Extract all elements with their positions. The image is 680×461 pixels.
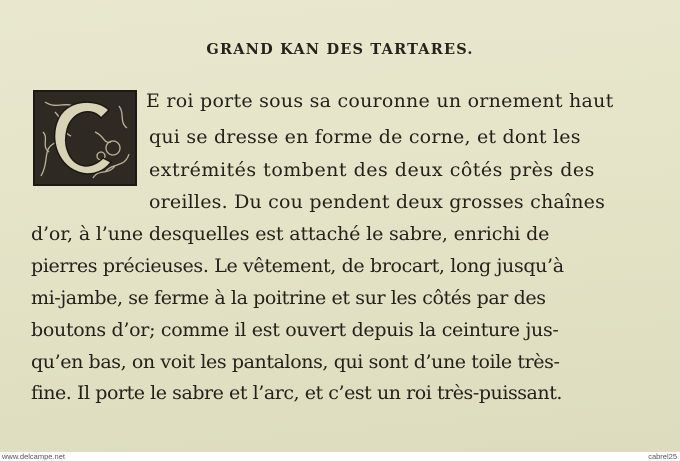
watermark-bar bbox=[0, 452, 680, 461]
text-line-10: fine. Il porte le sabre et l’arc, et c’est un roi très-puissant. bbox=[31, 382, 562, 404]
drop-cap-ornament bbox=[35, 92, 135, 184]
ornamental-drop-cap bbox=[33, 90, 137, 186]
text-line-1: E roi porte sous sa couronne un ornement haut bbox=[146, 90, 614, 112]
text-line-4: oreilles. Du cou pendent deux grosses chaînes bbox=[149, 191, 606, 213]
text-line-8: boutons d’or; comme il est ouvert depuis la ceinture jus- bbox=[31, 319, 559, 341]
text-line-5: d’or, à l’une desquelles est attaché le sabre, enrichi de bbox=[31, 223, 550, 245]
seller-watermark: cabrel25 bbox=[648, 452, 677, 461]
text-line-6: pierres précieuses. Le vêtement, de brocart, long jusqu’à bbox=[31, 255, 564, 277]
page-title: GRAND KAN DES TARTARES. bbox=[206, 41, 474, 58]
text-line-2: qui se dresse en forme de corne, et dont les bbox=[149, 126, 581, 148]
text-line-9: qu’en bas, on voit les pantalons, qui sont d’une toile très- bbox=[31, 351, 560, 373]
site-watermark[interactable]: www.delcampe.net bbox=[2, 452, 65, 461]
text-line-3: extrémités tombent des deux côtés près des bbox=[149, 159, 595, 181]
text-line-7: mi-jambe, se ferme à la poitrine et sur les côtés par des bbox=[31, 287, 546, 309]
